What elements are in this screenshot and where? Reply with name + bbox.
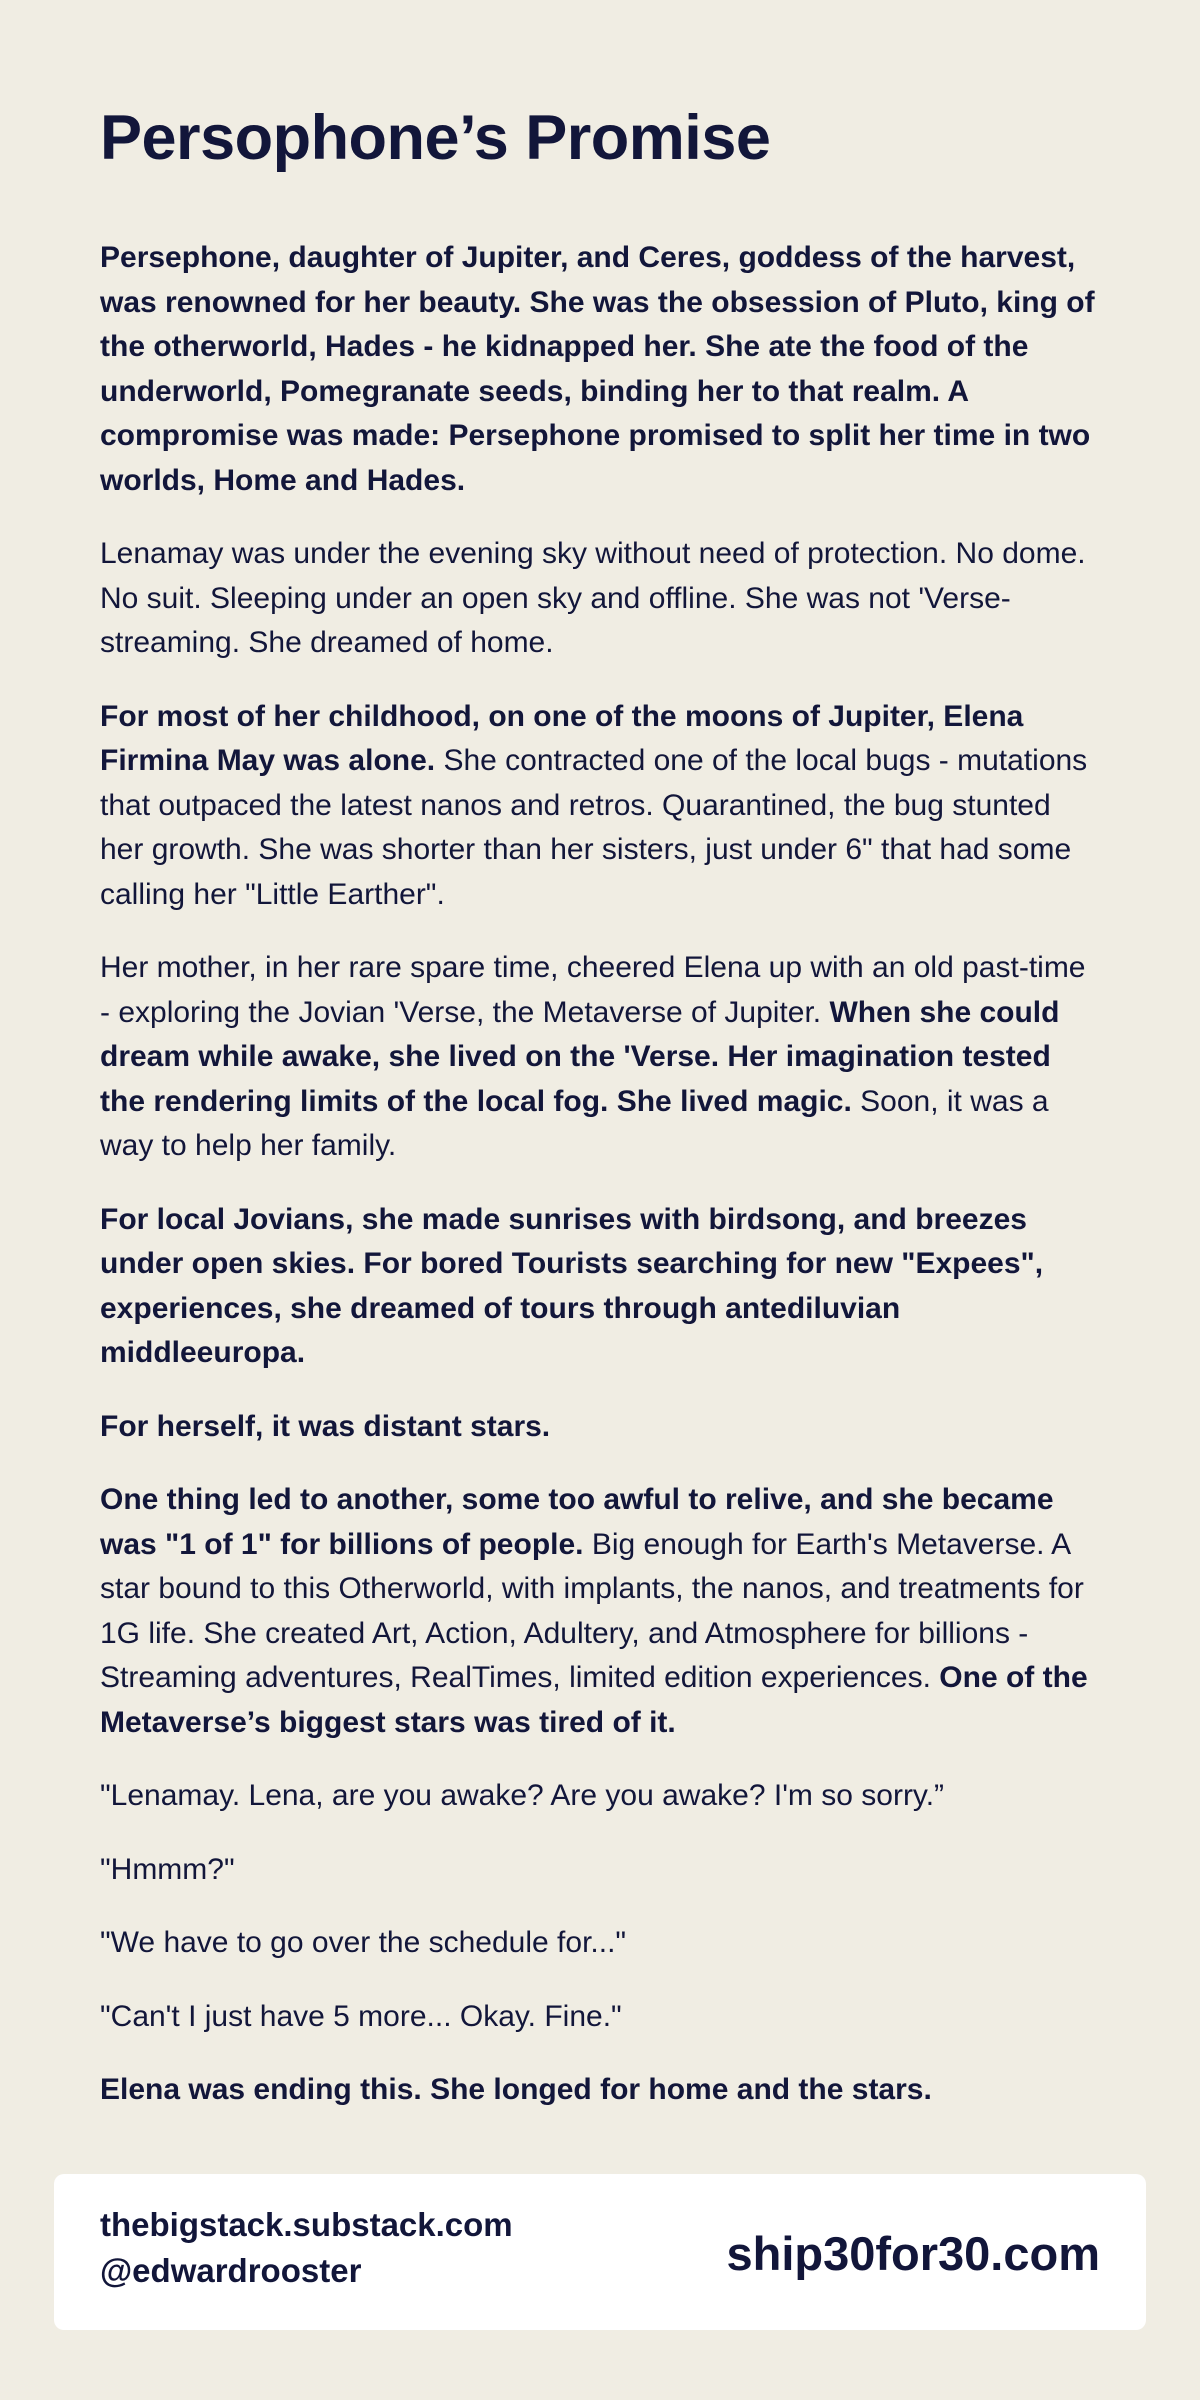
herself-text: For herself, it was distant stars.	[100, 1409, 551, 1443]
intro-paragraph	[100, 236, 1100, 503]
dialogue-line-1: "Lenamay. Lena, are you awake? Are you awake? I'm so sorry.”	[100, 1779, 945, 1812]
dialogue-line-2: "Hmmm?"	[100, 1852, 235, 1886]
mother-text-end: Soon, it was a way to help her family.	[100, 1084, 1049, 1162]
star-bold: One thing led to another, some too awful to relive, and she became was "1 of 1" for billions of people.	[100, 1483, 1054, 1561]
mother-bold: When she could dream while awake, she lived on the 'Verse. Her imagination tested the rendering limits of the local fog. She lived magic.	[100, 995, 1060, 1118]
mother-text: Her mother, in her rare spare time, cheered Elena up with an old past-time - exploring the Jovian 'Verse, the Metaverse of Jupiter.	[100, 951, 1086, 1029]
intro-text: Persephone, daughter of Jupiter, and Ceres, goddess of the harvest, was renowned for her beauty. She was the obsession of Pluto, king of the otherworld, Hades - he kidnapped her. She ate the food of the underworld, Pomegranate seeds, binding her to that realm. A compromise was made: Persephone promised to split her time in two worlds, Home and Hades.	[100, 241, 1095, 497]
dialogue-line-4: "Can't I just have 5 more... Okay. Fine."	[100, 1999, 622, 2033]
footer-credits	[100, 2202, 513, 2294]
paragraph-jovians	[100, 1198, 1100, 1376]
author-handle[interactable]: @edwardrooster	[100, 2252, 362, 2289]
footer-card	[54, 2174, 1146, 2330]
childhood-text: She contracted one of the local bugs - mutations that outpaced the latest nanos and retros. Quarantined, the bug stunted her growth. She was shorter than her sisters, just under 6" that had some calling her "Little Earther".	[100, 744, 1088, 911]
dialogue-line-3: "We have to go over the schedule for..."	[100, 1926, 627, 1959]
jovians-text: For local Jovians, she made sunrises with birdsong, and breezes under open skies. For bored Tourists searching for new "Expees", experiences, she dreamed of tours through antediluvian middleeuropa.	[100, 1202, 1044, 1369]
essay	[100, 100, 1100, 2142]
page-title: Persophone’s Promise	[100, 103, 771, 173]
paragraph-herself	[100, 1405, 1100, 1450]
brand-link[interactable]: ship30for30.com	[726, 2227, 1100, 2280]
star-text: Big enough for Earth's Metaverse. A star bound to this Otherworld, with implants, the nanos, and treatments for 1G life. She created Art, Action, Adultery, and Atmosphere for billions - Streaming adventures, RealTimes, limited edition experiences.	[100, 1527, 1084, 1694]
star-bold-end: One of the Metaverse’s biggest stars was tired of it.	[100, 1661, 1088, 1739]
paragraph-star	[100, 1478, 1100, 1745]
closing-paragraph	[100, 2068, 1100, 2113]
childhood-bold: For most of her childhood, on one of the moons of Jupiter, Elena Firmina May was alone.	[100, 699, 1024, 777]
paragraph-lenamay: Lenamay was under the evening sky without need of protection. No dome. No suit. Sleeping under an open sky and offline. She was not 'Verse-streaming. She dreamed of home.	[100, 537, 1086, 659]
paragraph-mother	[100, 946, 1100, 1169]
paragraph-childhood	[100, 695, 1100, 918]
closing-text: Elena was ending this. She longed for home and the stars.	[100, 2073, 932, 2106]
site-link[interactable]: thebigstack.substack.com	[100, 2206, 513, 2243]
